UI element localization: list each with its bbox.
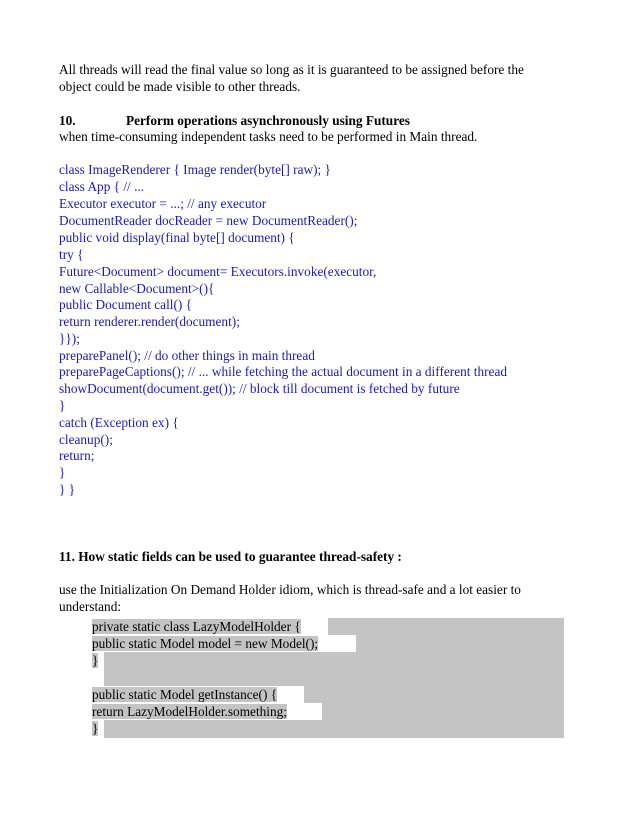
intro-line-2: object could be made visible to other threads. <box>59 79 301 94</box>
code-line: preparePanel(); // do other things in main thread <box>59 348 315 363</box>
shaded-code-block <box>92 618 564 738</box>
section-10-description: when time-consuming independent tasks need to be performed in Main thread. <box>59 129 478 144</box>
shaded-code-line: public static Model getInstance() { <box>92 687 278 702</box>
shaded-code-line: return LazyModelHolder.something; <box>92 704 287 719</box>
section-11-description-2: understand: <box>59 599 122 614</box>
code-line: }}); <box>59 331 80 346</box>
shaded-code-line: public static Model model = new Model(); <box>92 636 319 651</box>
shaded-code-line: private static class LazyModelHolder { <box>92 619 301 634</box>
code-line: class ImageRenderer { Image render(byte[] raw); } <box>59 162 331 177</box>
section-11-heading: 11. How static fields can be used to guarantee thread-safety : <box>59 549 402 564</box>
code-line: } <box>59 398 66 413</box>
code-line: } } <box>59 482 76 497</box>
code-line: preparePageCaptions(); // ... while fetching the actual document in a different thread <box>59 364 507 379</box>
code-line: try { <box>59 247 84 262</box>
code-line: catch (Exception ex) { <box>59 415 179 430</box>
code-line: return; <box>59 448 95 463</box>
code-line: Future<Document> document= Executors.invoke(executor, <box>59 264 377 279</box>
shaded-code-line: } <box>92 653 99 668</box>
section-10-title: Perform operations asynchronously using Futures <box>126 113 410 128</box>
code-line: class App { // ... <box>59 179 145 194</box>
code-line: } <box>59 465 66 480</box>
code-line: DocumentReader docReader = new DocumentReader(); <box>59 213 358 228</box>
code-line: public void display(final byte[] document) { <box>59 230 295 245</box>
shaded-code-line: } <box>92 721 99 736</box>
code-line: Executor executor = ...; // any executor <box>59 196 267 211</box>
code-line: public Document call() { <box>59 297 193 312</box>
code-line: showDocument(document.get()); // block till document is fetched by future <box>59 381 460 396</box>
code-line: cleanup(); <box>59 432 113 447</box>
intro-line-1: All threads will read the final value so long as it is guaranteed to be assigned before the <box>59 62 524 77</box>
section-10-number: 10. <box>59 113 76 128</box>
code-line: new Callable<Document>(){ <box>59 281 215 296</box>
section-11-description-1: use the Initialization On Demand Holder idiom, which is thread-safe and a lot easier to <box>59 582 521 597</box>
code-line: return renderer.render(document); <box>59 314 240 329</box>
